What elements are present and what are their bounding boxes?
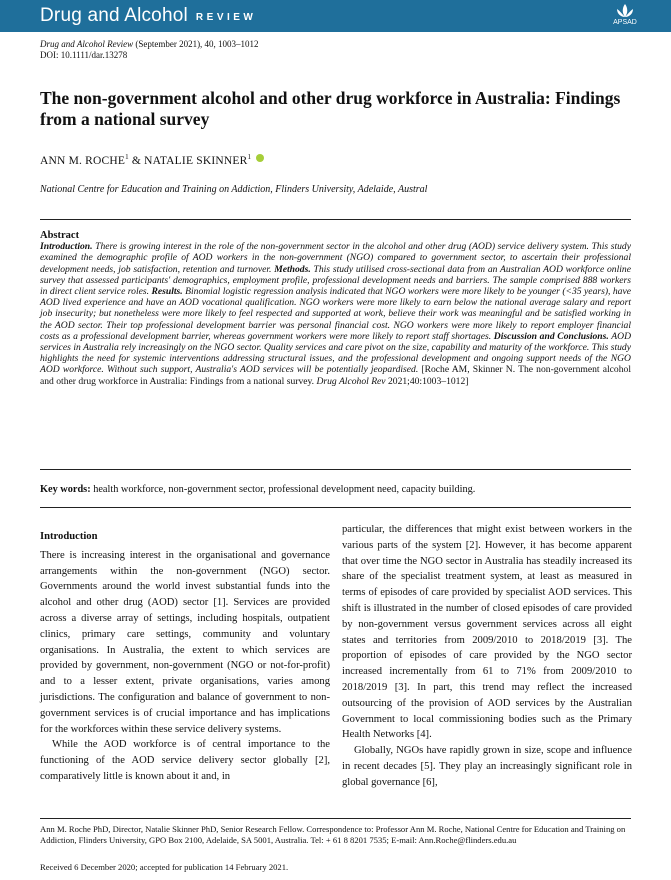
paragraph: particular, the differences that might exist between workers in the various parts of the system [2]. However, it has become apparent that over time the NGO sector in Australia has steadily increased its share of the specialist treatment system, at least as measured in terms of episodes of care provided by specialist AOD services. This shift is illustrated in the number of closed episodes of care provided by non-government versus government services across all eight states and territories from 2009/2010 to 2018/2019 [3]. The proportion of episodes of care provided by the NGO sector increased incrementally from 61 to 71% from 2009/2010 to 2018/2019 [3]. In part, this trend may reflect the increased outsourcing of the provision of AOD services by the Australian Government to local commissioning bodies such as the Primary Health Networks [4].	[342, 524, 632, 741]
issue-info: (September 2021), 40, 1003–1012	[133, 39, 259, 49]
citation: [Roche AM, Skinner N. The non-government alcohol and other drug workforce in Australia: Findings from a national survey.	[40, 364, 631, 387]
affiliation: National Centre for Education and Training on Addiction, Flinders University, Adelaide, Austral	[40, 184, 428, 195]
divider	[40, 507, 631, 508]
article-title: The non-government alcohol and other drug workforce in Australia: Findings from a national survey	[40, 88, 621, 129]
lotus-icon	[614, 3, 636, 19]
journal-name: Drug and Alcohol Review	[40, 39, 134, 49]
journal-title: Drug and Alcohol	[40, 5, 188, 26]
divider	[40, 469, 631, 470]
logo-text: APSAD	[613, 19, 637, 26]
author-separator: &	[128, 154, 145, 167]
keywords-text: health workforce, non-government sector, professional development need, capacity building.	[90, 484, 476, 495]
affiliation-marker: 1	[125, 153, 129, 161]
abstract-label: Results.	[149, 286, 183, 298]
author-name[interactable]: NATALIE SKINNER	[144, 154, 248, 167]
abstract-text: This study utilised cross-sectional data from an Australian AOD workforce online survey that assessed participants' demographics, employment profile, professional development needs and barriers. The sample comprised 888 workers in direct client service roles.	[40, 263, 631, 298]
orcid-icon[interactable]	[256, 154, 264, 162]
keywords-label: Key words:	[40, 484, 91, 495]
abstract	[40, 230, 631, 387]
journal-subtitle: REVIEW	[195, 12, 257, 23]
correspondence-footnote: Ann M. Roche PhD, Director, Natalie Skinner PhD, Senior Research Fellow. Correspondence to: Professor Ann M. Roche, National Centre for Education and Training on Addiction, Flinders University, GPO Box 2100, Adelaide, SA 5001, Australia. Tel: + 61 8 8201 7535; E-mail: Ann.Roche@flinders.edu.au	[40, 824, 626, 845]
paragraph: Globally, NGOs have rapidly grown in size, scope and influence in recent decades [5]. They play an increasingly significant role in global governance [6],	[342, 745, 632, 788]
author-list	[40, 153, 264, 167]
citation-journal: Drug Alcohol Rev	[316, 375, 386, 387]
abstract-label: Methods.	[271, 263, 311, 275]
journal-banner	[0, 0, 671, 32]
abstract-heading: Abstract	[40, 230, 80, 241]
author-name[interactable]: ANN M. ROCHE	[40, 154, 126, 167]
abstract-label: Discussion and Conclusions.	[491, 330, 609, 342]
affiliation-marker: 1	[247, 153, 252, 161]
abstract-label: Introduction.	[40, 241, 93, 253]
citation-meta	[40, 39, 259, 60]
apsad-logo	[605, 3, 645, 31]
abstract-text: AOD services in Australia rely increasingly on the NGO sector. Quality services and care pivot on the size, capability and maturity of the workforce. This study highlights the need for systemic interventions addressing structural issues, and the professional development and ongoing support needs of the NGO AOD workforce. Without such support, Australia's AOD services will be potentially jeopardised.	[40, 330, 632, 376]
abstract-text: There is growing interest in the role of the non-government sector in the alcohol and other drug (AOD) service delivery system. This study examined the demographic profile of AOD workers in the non-government (NGO) compared to government sector, to ascertain their professional development needs, job satisfaction, retention and turnover.	[40, 241, 631, 275]
paragraph: While the AOD workforce is of central importance to the functioning of the AOD service delivery sector globally [2], comparatively little is known about it and, in	[40, 739, 330, 782]
section-heading: Introduction	[40, 531, 98, 542]
body-column-left	[40, 522, 330, 785]
divider	[40, 219, 631, 220]
paragraph: There is increasing interest in the organisational and governance arrangements within the non-government (NGO) sector. Governments around the world invest substantial funds into the alcohol and other drug (AOD) sector [1]. Services are provided across a diverse array of settings, including hospitals, outpatient clinics, primary care settings, community and voluntary organisations. In Australia, the extent to which services are provided by government, non-government (NGO or not-for-profit) and to a lesser extent, private organisations, varies among jurisdictions. The configuration and balance of government to non-government services is of crucial importance and has implications for the workforces within these service delivery systems.	[40, 549, 330, 735]
body-column-right	[342, 522, 632, 791]
received-date: Received 6 December 2020; accepted for publication 14 February 2021.	[40, 862, 289, 872]
abstract-text: Binomial logistic regression analysis indicated that NGO workers were more likely to be younger (<35 years), have AOD lived experience and have an AOD vocational qualification. NGO workers were more likely to earn below the national average salary and report job insecurity; but nonetheless were more likely to feel respected and supported at work, believe their work was meaningful and be satisfied working in the AOD sector. Their top professional development barrier was personal financial cost. NGO workers were more likely to report employer financial costs as a professional development barrier, whereas government workers were more likely to report staff shortages.	[40, 286, 631, 342]
divider	[40, 818, 631, 819]
doi[interactable]: DOI: 10.1111/dar.13278	[40, 49, 128, 60]
keywords	[40, 484, 631, 495]
abstract-body	[40, 241, 631, 387]
citation-tail: 2021;40:1003–1012]	[385, 375, 469, 387]
